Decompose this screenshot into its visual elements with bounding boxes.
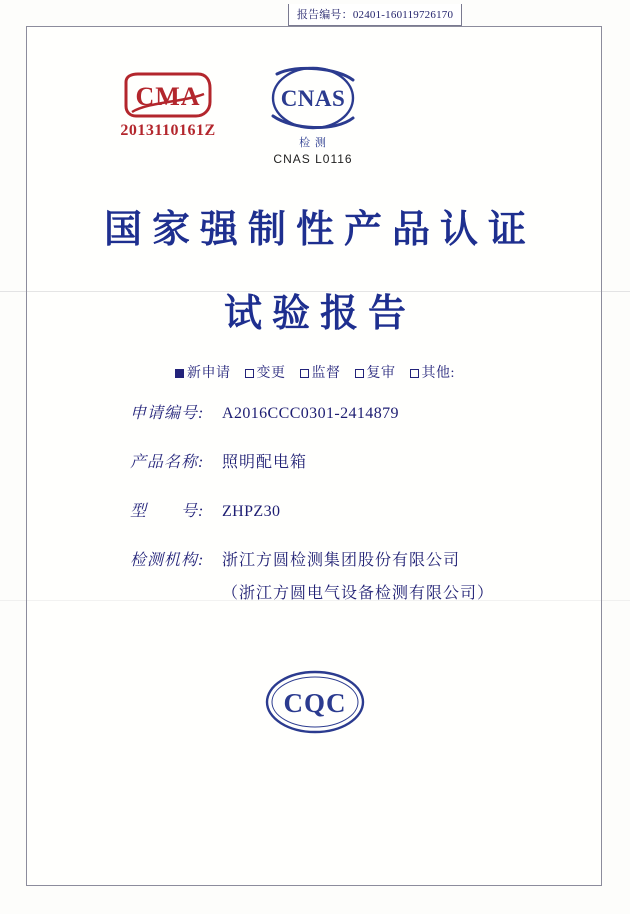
checkbox-change-label: 变更 [256,366,286,381]
checkbox-item-supervision[interactable] [300,366,345,381]
checkbox-supervision-label: 监督 [311,366,341,381]
field-value-testing-org: 浙江方圆检测集团股份有限公司 [222,552,461,569]
checkbox-review-label: 复审 [366,366,396,381]
cnas-code: CNAS L0116 [273,152,353,166]
field-row-model [0,498,630,521]
checkbox-new-label: 新申请 [187,366,231,381]
field-label-product-name: 产品名称: [130,454,205,471]
field-list [0,400,630,629]
checkbox-other-icon[interactable] [410,369,419,378]
application-type-row [0,362,630,382]
svg-text:CMA: CMA [135,82,201,111]
checkbox-item-other[interactable] [410,366,455,381]
report-number-strip [0,4,630,26]
report-number-box [288,4,462,26]
report-number-label: 报告编号： [296,9,353,21]
checkbox-review-icon[interactable] [355,369,364,378]
field-value-product-name: 照明配电箱 [222,454,308,471]
checkbox-new-icon[interactable] [175,369,184,378]
field-value-model: ZHPZ30 [222,503,281,520]
field-row-application-no [0,400,630,423]
checkbox-item-new[interactable] [175,366,235,381]
page-title: 国家强制性产品认证 [103,209,536,251]
checkbox-item-review[interactable] [355,366,400,381]
field-row-testing-org [0,547,630,570]
cqc-seal-icon [255,664,375,740]
cnas-mark-icon [253,62,373,138]
cqc-seal [0,664,630,745]
checkbox-other-label: 其他: [421,366,455,381]
field-label-model: 型 号: [130,503,205,520]
cma-code: 2013110161Z [120,122,216,139]
checkbox-change-icon[interactable] [245,369,254,378]
field-value-application-no: A2016CCC0301-2414879 [222,405,399,422]
page-subtitle: 试验报告 [223,293,416,335]
field-value-testing-org-alt: （浙江方圆电气设备检测有限公司） [222,585,495,602]
checkbox-supervision-icon[interactable] [300,369,309,378]
cnas-logo [218,62,408,166]
field-label-testing-org: 检测机构: [130,552,205,569]
svg-text:CNAS: CNAS [280,86,346,111]
accreditation-logos [0,62,630,172]
svg-text:CQC: CQC [283,688,347,718]
cma-mark-icon [122,72,214,118]
report-number-value: 02401-160119726170 [352,9,454,21]
checkbox-item-change[interactable] [245,366,290,381]
field-row-product-name [0,449,630,472]
field-label-application-no: 申请编号: [130,405,205,422]
cnas-subtitle: 检 测 [299,137,327,149]
